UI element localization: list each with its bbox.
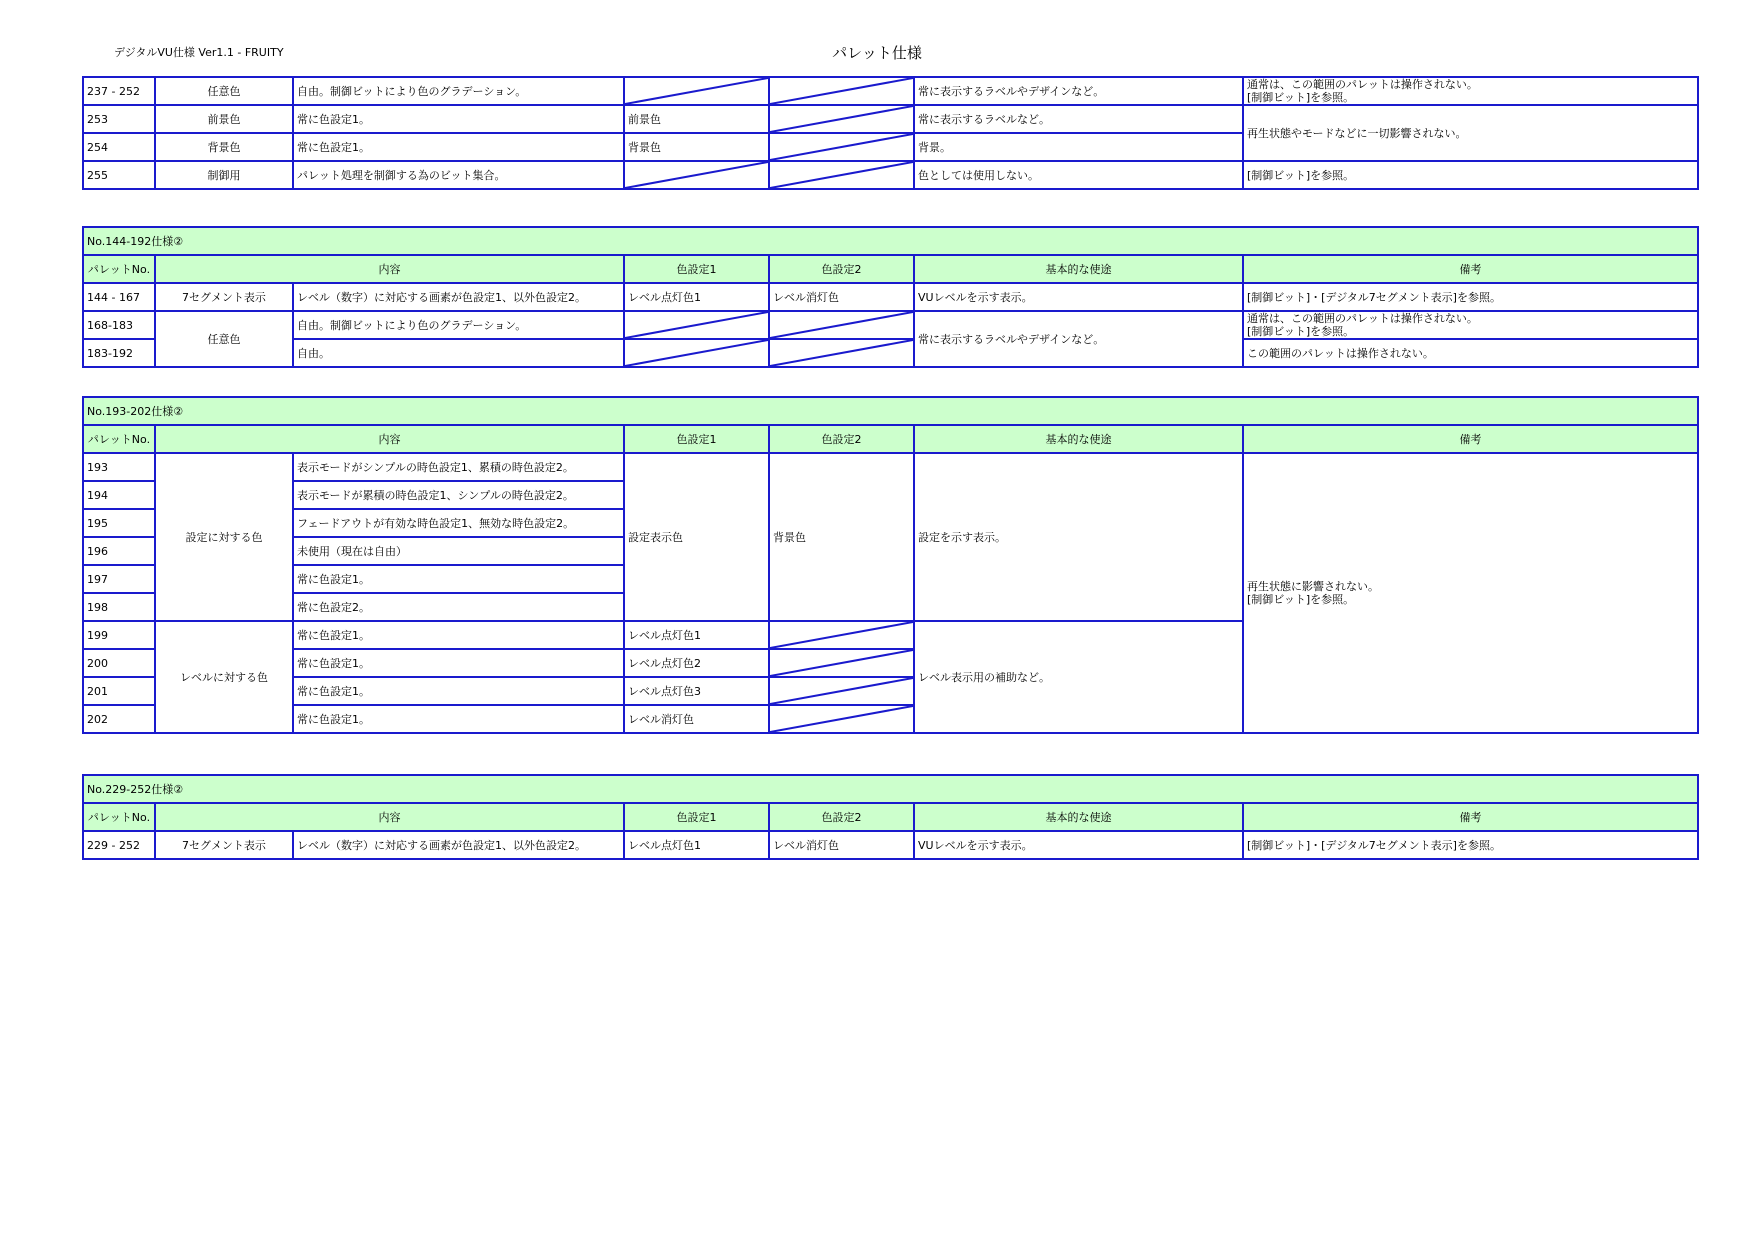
table-header-row	[83, 255, 1698, 283]
palette-content: 表示モードが累積の時色設定1、シンプルの時色設定2。	[293, 481, 624, 509]
color-setting-2: レベル消灯色	[769, 283, 914, 311]
palette-content: 常に色設定1。	[293, 677, 624, 705]
palette-table-193-202	[82, 396, 1699, 734]
palette-no: 237 - 252	[83, 77, 155, 105]
column-header: 基本的な使途	[914, 425, 1243, 453]
column-header: 色設定2	[769, 803, 914, 831]
palette-content: 常に色設定1。	[293, 705, 624, 733]
palette-usage: 背景。	[914, 133, 1243, 161]
palette-no: 197	[83, 565, 155, 593]
table-row	[83, 311, 1698, 339]
palette-no: 144 - 167	[83, 283, 155, 311]
palette-usage: 色としては使用しない。	[914, 161, 1243, 189]
table-row	[83, 77, 1698, 105]
palette-content: 常に色設定2。	[293, 593, 624, 621]
column-header: 備考	[1243, 803, 1698, 831]
section-title: No.144-192仕様②	[83, 227, 1698, 255]
color-setting-1: 背景色	[624, 133, 769, 161]
palette-table-237-255	[82, 76, 1699, 190]
palette-no: 253	[83, 105, 155, 133]
not-applicable-cell	[624, 77, 769, 105]
column-header: 色設定1	[624, 255, 769, 283]
color-setting-2: 背景色	[769, 453, 914, 621]
column-header: 備考	[1243, 255, 1698, 283]
not-applicable-cell	[769, 677, 914, 705]
palette-type: レベルに対する色	[155, 621, 293, 733]
palette-content: 未使用（現在は自由）	[293, 537, 624, 565]
color-setting-1: 前景色	[624, 105, 769, 133]
palette-content: レベル（数字）に対応する画素が色設定1、以外色設定2。	[293, 831, 624, 859]
color-setting-2: レベル消灯色	[769, 831, 914, 859]
color-setting-1: レベル点灯色1	[624, 621, 769, 649]
not-applicable-cell	[769, 339, 914, 367]
palette-usage: 常に表示するラベルやデザインなど。	[914, 77, 1243, 105]
color-setting-1: レベル点灯色2	[624, 649, 769, 677]
color-setting-1: レベル点灯色1	[624, 831, 769, 859]
palette-usage: 常に表示するラベルなど。	[914, 105, 1243, 133]
column-header: 色設定1	[624, 803, 769, 831]
section-title: No.229-252仕様②	[83, 775, 1698, 803]
not-applicable-cell	[769, 161, 914, 189]
color-setting-1: 設定表示色	[624, 453, 769, 621]
palette-type: 前景色	[155, 105, 293, 133]
palette-no: 183-192	[83, 339, 155, 367]
not-applicable-cell	[624, 161, 769, 189]
not-applicable-cell	[769, 77, 914, 105]
column-header: 内容	[155, 803, 624, 831]
palette-note: 通常は、この範囲のパレットは操作されない。 [制御ビット]を参照。	[1243, 77, 1698, 105]
not-applicable-cell	[769, 621, 914, 649]
palette-note: 再生状態に影響されない。 [制御ビット]を参照。	[1243, 453, 1698, 733]
color-setting-1: レベル消灯色	[624, 705, 769, 733]
palette-content: 常に色設定1。	[293, 649, 624, 677]
column-header: 色設定1	[624, 425, 769, 453]
palette-usage: 常に表示するラベルやデザインなど。	[914, 311, 1243, 367]
palette-no: 198	[83, 593, 155, 621]
table-row	[83, 339, 1698, 367]
not-applicable-cell	[769, 311, 914, 339]
palette-usage: レベル表示用の補助など。	[914, 621, 1243, 733]
column-header: 色設定2	[769, 425, 914, 453]
palette-note: [制御ビット]を参照。	[1243, 161, 1698, 189]
table-header-row	[83, 425, 1698, 453]
palette-content: 常に色設定1。	[293, 105, 624, 133]
palette-no: 254	[83, 133, 155, 161]
palette-usage: 設定を示す表示。	[914, 453, 1243, 621]
section-title: No.193-202仕様②	[83, 397, 1698, 425]
not-applicable-cell	[769, 133, 914, 161]
not-applicable-cell	[624, 311, 769, 339]
table-row	[83, 161, 1698, 189]
palette-no: 199	[83, 621, 155, 649]
column-header: 色設定2	[769, 255, 914, 283]
palette-content: 常に色設定1。	[293, 133, 624, 161]
table-row	[83, 831, 1698, 859]
palette-type: 任意色	[155, 311, 293, 367]
palette-content: パレット処理を制御する為のビット集合。	[293, 161, 624, 189]
not-applicable-cell	[769, 705, 914, 733]
column-header: 基本的な使途	[914, 255, 1243, 283]
palette-note: [制御ビット]・[デジタル7セグメント表示]を参照。	[1243, 831, 1698, 859]
page-title: パレット仕様	[832, 44, 922, 62]
palette-no: 201	[83, 677, 155, 705]
palette-type: 任意色	[155, 77, 293, 105]
palette-no: 229 - 252	[83, 831, 155, 859]
palette-content: 自由。制御ビットにより色のグラデーション。	[293, 311, 624, 339]
column-header: パレットNo.	[83, 425, 155, 453]
palette-table-144-192	[82, 226, 1699, 368]
table-row	[83, 453, 1698, 481]
column-header: 基本的な使途	[914, 803, 1243, 831]
palette-content: 表示モードがシンプルの時色設定1、累積の時色設定2。	[293, 453, 624, 481]
palette-no: 255	[83, 161, 155, 189]
palette-content: 自由。	[293, 339, 624, 367]
palette-content: 常に色設定1。	[293, 621, 624, 649]
column-header: 内容	[155, 425, 624, 453]
palette-no: 200	[83, 649, 155, 677]
palette-content: レベル（数字）に対応する画素が色設定1、以外色設定2。	[293, 283, 624, 311]
table-row	[83, 283, 1698, 311]
column-header: パレットNo.	[83, 255, 155, 283]
table-header-row	[83, 803, 1698, 831]
column-header: 備考	[1243, 425, 1698, 453]
palette-content: 常に色設定1。	[293, 565, 624, 593]
palette-note: 通常は、この範囲のパレットは操作されない。 [制御ビット]を参照。	[1243, 311, 1698, 339]
palette-type: 7セグメント表示	[155, 283, 293, 311]
palette-usage: VUレベルを示す表示。	[914, 283, 1243, 311]
table-row	[83, 105, 1698, 133]
palette-no: 194	[83, 481, 155, 509]
palette-table-229-252	[82, 774, 1699, 860]
palette-content: フェードアウトが有効な時色設定1、無効な時色設定2。	[293, 509, 624, 537]
palette-no: 168-183	[83, 311, 155, 339]
palette-no: 196	[83, 537, 155, 565]
document-name: デジタルVU仕様 Ver1.1 - FRUITY	[114, 46, 284, 59]
palette-type: 7セグメント表示	[155, 831, 293, 859]
palette-note: 再生状態やモードなどに一切影響されない。	[1243, 105, 1698, 161]
palette-type: 設定に対する色	[155, 453, 293, 621]
color-setting-1: レベル点灯色3	[624, 677, 769, 705]
palette-type: 背景色	[155, 133, 293, 161]
palette-usage: VUレベルを示す表示。	[914, 831, 1243, 859]
column-header: パレットNo.	[83, 803, 155, 831]
not-applicable-cell	[769, 105, 914, 133]
palette-note: [制御ビット]・[デジタル7セグメント表示]を参照。	[1243, 283, 1698, 311]
palette-type: 制御用	[155, 161, 293, 189]
color-setting-1: レベル点灯色1	[624, 283, 769, 311]
palette-no: 193	[83, 453, 155, 481]
palette-no: 202	[83, 705, 155, 733]
palette-no: 195	[83, 509, 155, 537]
column-header: 内容	[155, 255, 624, 283]
palette-note: この範囲のパレットは操作されない。	[1243, 339, 1698, 367]
not-applicable-cell	[624, 339, 769, 367]
palette-content: 自由。制御ビットにより色のグラデーション。	[293, 77, 624, 105]
not-applicable-cell	[769, 649, 914, 677]
